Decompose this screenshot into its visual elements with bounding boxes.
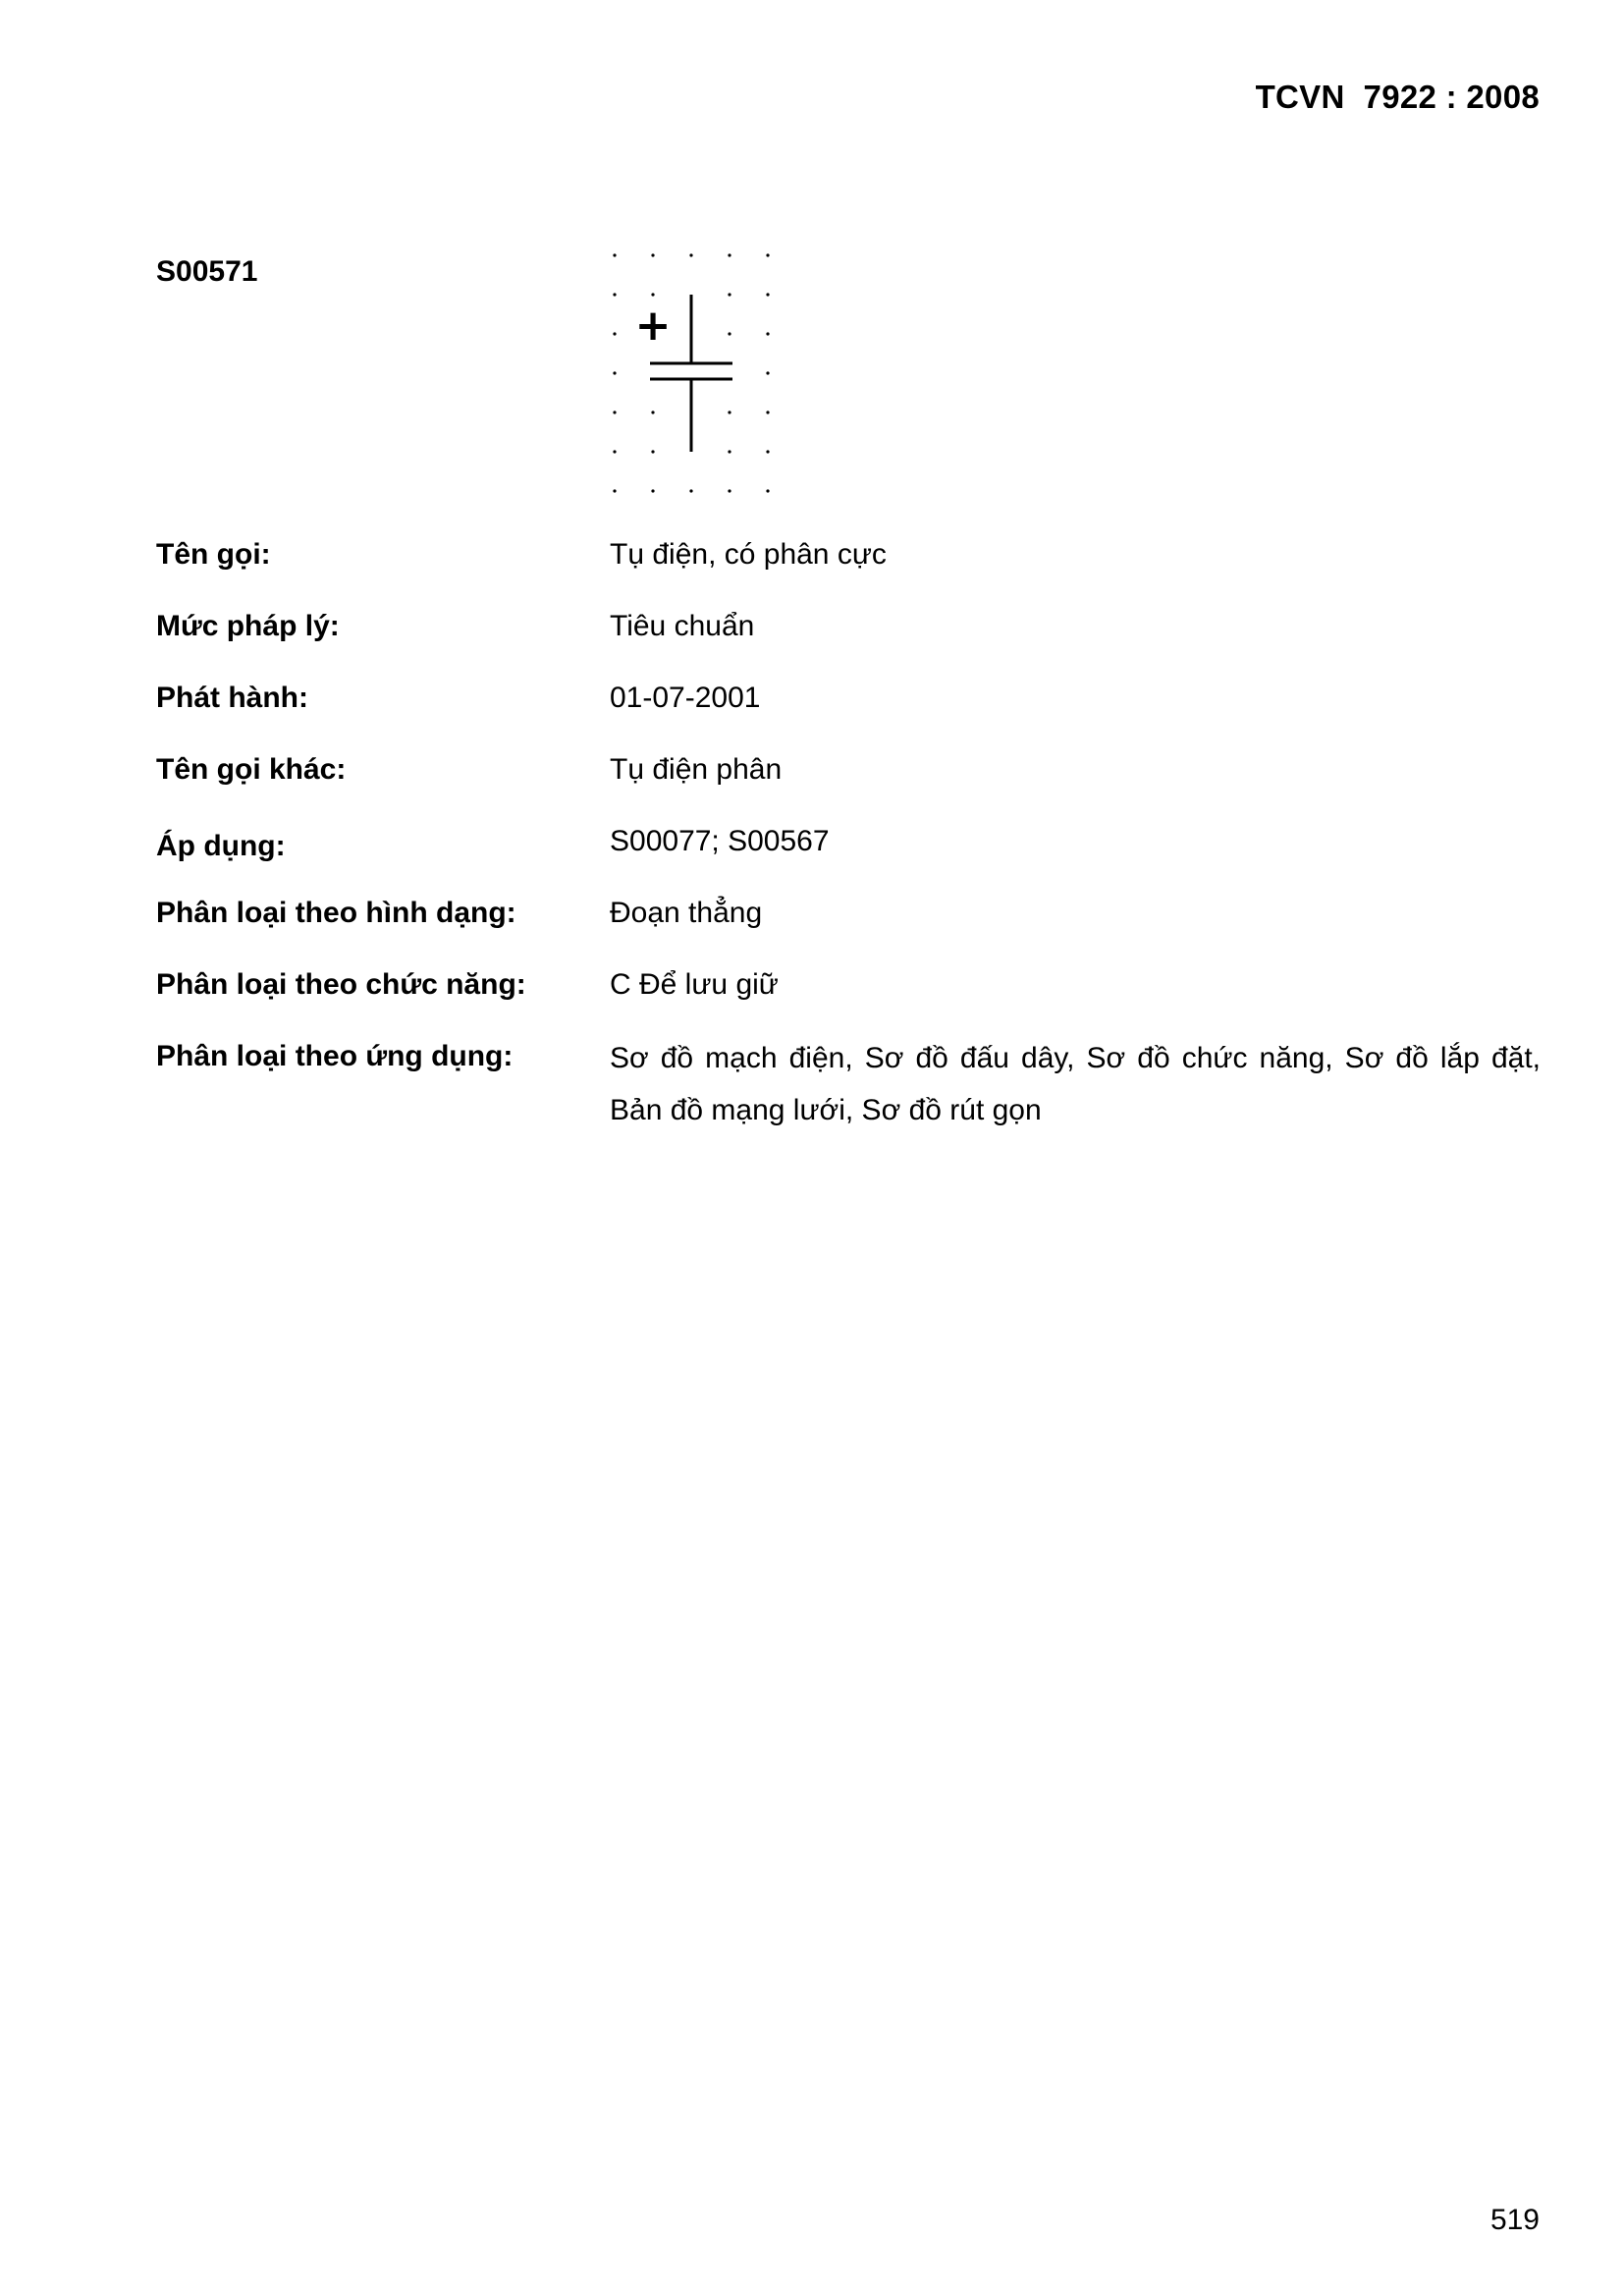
field-application-class bbox=[156, 1032, 1541, 1136]
field-applies bbox=[156, 817, 1541, 889]
grid-dot bbox=[728, 332, 731, 335]
polarized-capacitor-icon bbox=[601, 244, 797, 509]
field-release-date bbox=[156, 674, 1541, 745]
grid-dot bbox=[613, 371, 616, 374]
grid-dot bbox=[651, 293, 654, 296]
field-label: Phân loại theo hình dạng: bbox=[156, 897, 516, 929]
grid-dot bbox=[651, 410, 654, 413]
grid-dot bbox=[766, 332, 769, 335]
grid-dot bbox=[613, 489, 616, 492]
field-value: Tụ điện phân bbox=[610, 753, 783, 786]
grid-dot bbox=[651, 253, 654, 256]
field-value: C Để lưu giữ bbox=[610, 968, 779, 1001]
grid-dot bbox=[728, 253, 731, 256]
grid-dot bbox=[728, 293, 731, 296]
grid-dot bbox=[613, 332, 616, 335]
plus-sign: + bbox=[634, 301, 672, 351]
field-label: Phát hành: bbox=[156, 682, 308, 714]
field-label: Phân loại theo ứng dụng: bbox=[156, 1040, 514, 1072]
grid-dot bbox=[613, 450, 616, 453]
field-label: Tên gọi: bbox=[156, 538, 271, 571]
field-value: Sơ đồ mạch điện, Sơ đồ đấu dây, Sơ đồ chức năng, Sơ đồ lắp đặt, Bản đồ mạng lưới, Sơ đồ rút gọn bbox=[610, 1042, 1541, 1126]
field-label: Mức pháp lý: bbox=[156, 610, 340, 642]
field-list bbox=[156, 530, 1541, 1136]
standard-header: TCVN 7922 : 2008 bbox=[1255, 79, 1540, 115]
grid-dot bbox=[766, 410, 769, 413]
field-legal-level bbox=[156, 602, 1541, 674]
grid-dot bbox=[613, 410, 616, 413]
field-name bbox=[156, 530, 1541, 602]
field-value: Đoạn thẳng bbox=[610, 897, 763, 929]
grid-dot bbox=[689, 253, 692, 256]
symbol-code: S00571 bbox=[156, 255, 258, 288]
grid-dot bbox=[728, 410, 731, 413]
field-shape-class bbox=[156, 889, 1541, 960]
grid-dot bbox=[689, 489, 692, 492]
field-function-class bbox=[156, 960, 1541, 1032]
field-value: Tụ điện, có phân cực bbox=[610, 538, 887, 571]
field-value: 01-07-2001 bbox=[610, 682, 761, 714]
grid-dot bbox=[651, 450, 654, 453]
grid-dot bbox=[766, 489, 769, 492]
grid-dot bbox=[728, 450, 731, 453]
grid-dot bbox=[766, 293, 769, 296]
dot-grid bbox=[613, 253, 769, 492]
field-alias bbox=[156, 745, 1541, 817]
page-number: 519 bbox=[1489, 2204, 1540, 2236]
grid-dot bbox=[728, 489, 731, 492]
grid-dot bbox=[766, 450, 769, 453]
grid-dot bbox=[766, 371, 769, 374]
field-label: Tên gọi khác: bbox=[156, 753, 347, 786]
grid-dot bbox=[613, 293, 616, 296]
field-label: Áp dụng: bbox=[156, 830, 286, 862]
grid-dot bbox=[651, 489, 654, 492]
field-value: Tiêu chuẩn bbox=[610, 610, 755, 642]
field-label: Phân loại theo chức năng: bbox=[156, 968, 526, 1001]
grid-dot bbox=[613, 253, 616, 256]
field-value: S00077; S00567 bbox=[610, 825, 830, 857]
grid-dot bbox=[766, 253, 769, 256]
